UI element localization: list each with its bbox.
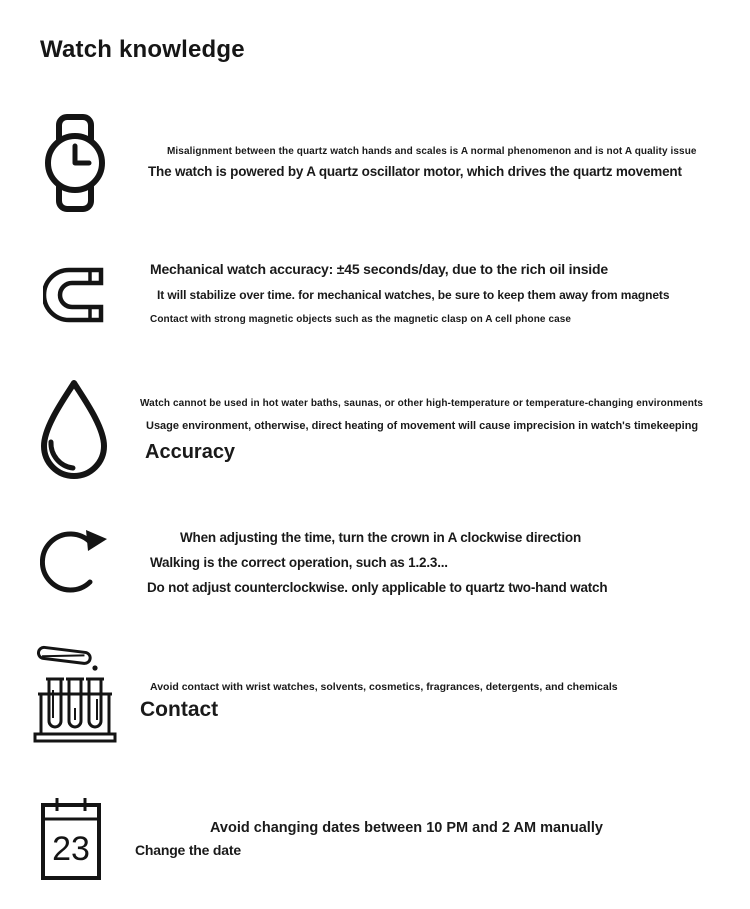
quartz-note-main: The watch is powered by A quartz oscillator motor, which drives the quartz movement <box>148 164 682 179</box>
calendar-icon <box>40 796 102 882</box>
chemicals-note-main: Avoid contact with wrist watches, solvents, cosmetics, fragrances, detergents, and chemicals <box>150 681 618 693</box>
temperature-note-secondary: Usage environment, otherwise, direct heating of movement will cause imprecision in watch's timekeeping <box>146 420 699 432</box>
magnet-note-secondary: It will stabilize over time. for mechanical watches, be sure to keep them away from magnets <box>157 288 670 302</box>
clockwise-arrow-icon <box>40 516 110 600</box>
date-change-note-main: Avoid changing dates between 10 PM and 2 AM manually <box>210 820 603 836</box>
date-change-heading: Change the date <box>135 842 241 858</box>
quartz-note-secondary: Misalignment between the quartz watch hands and scales is A normal phenomenon and is not A quality issue <box>167 146 697 157</box>
time-setting-note-secondary: Walking is the correct operation, such as 1.2.3... <box>150 555 448 570</box>
test-tubes-icon <box>33 644 117 746</box>
wristwatch-icon <box>43 113 107 213</box>
temperature-note-main: Watch cannot be used in hot water baths, saunas, or other high-temperature or temperature-changing environments <box>140 398 704 409</box>
calendar-day-number: 23 <box>52 830 90 868</box>
magnet-note-main: Mechanical watch accuracy: ±45 seconds/day, due to the rich oil inside <box>150 261 608 277</box>
water-drop-icon <box>36 378 112 482</box>
page-title: Watch knowledge <box>40 36 245 63</box>
magnet-note-tertiary: Contact with strong magnetic objects such as the magnetic clasp on A cell phone case <box>150 314 572 325</box>
time-setting-note-tertiary: Do not adjust counterclockwise. only applicable to quartz two-hand watch <box>147 580 608 595</box>
time-setting-note-main: When adjusting the time, turn the crown in A clockwise direction <box>180 530 581 545</box>
contact-heading: Contact <box>140 698 219 721</box>
magnet-icon <box>43 266 105 324</box>
accuracy-heading: Accuracy <box>145 441 236 463</box>
